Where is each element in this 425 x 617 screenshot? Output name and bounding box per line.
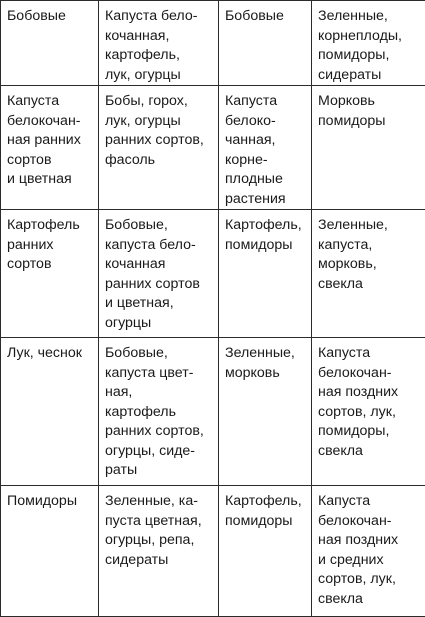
cell-text-line: белокочан- (7, 112, 98, 132)
cell-text-line: капуста, (318, 236, 425, 256)
cell-text-line: лук, огурцы (105, 112, 218, 132)
table-cell (312, 210, 425, 338)
cell-text-line: Помидоры (7, 492, 98, 512)
cell-text-line: белокочан- (318, 364, 425, 384)
cell-text-line: помидоры (225, 236, 311, 256)
cell-text-line: капуста бело- (105, 236, 218, 256)
cell-text-line: белокочан- (318, 512, 425, 532)
cell-text-line: Бобовые (225, 7, 311, 27)
cell-text-line: морковь (225, 364, 311, 384)
cell-text-line: Капуста (318, 344, 425, 364)
cell-text-line: кочанная, (105, 27, 218, 47)
cell-text-line: картофель (105, 403, 218, 423)
cell-text-line: кочанная (105, 255, 218, 275)
cell-text-line: свекла (318, 275, 425, 295)
cell-text-line: сортов (7, 255, 98, 275)
cell-text-line: картофель, (105, 46, 218, 66)
table-cell (99, 1, 219, 86)
cell-text-line: ранних сортов, (105, 422, 218, 442)
cell-text-line: Бобовые (7, 7, 98, 27)
cell-text-line: Бобовые, (105, 216, 218, 236)
cell-text-line: лук, огурцы (105, 66, 218, 86)
table-cell (1, 210, 99, 338)
cell-text-line: Зеленные, ка- (105, 492, 218, 512)
cell-text-line: ранних сортов (105, 275, 218, 295)
cell-text-line: корне- (225, 151, 311, 171)
table-cell (219, 338, 312, 486)
cell-text-line: Зеленные, (318, 216, 425, 236)
cell-text-line: пуста цветная, (105, 512, 218, 532)
cell-text-line: свекла (318, 442, 425, 462)
table-cell (1, 338, 99, 486)
cell-text-line: Зеленные, (225, 344, 311, 364)
cell-text-line: Картофель, (225, 216, 311, 236)
cell-text-line: Капуста (7, 92, 98, 112)
cell-text-line: помидоры (225, 512, 311, 532)
cell-text-line: помидоры (318, 112, 425, 132)
table-row (1, 86, 425, 210)
table-cell (312, 1, 425, 86)
cell-text-line: сортов (7, 151, 98, 171)
table-cell (1, 486, 99, 617)
cell-text-line: Лук, чеснок (7, 344, 98, 364)
cell-text-line: и средних (318, 551, 425, 571)
cell-text-line: Зеленные, (318, 7, 425, 27)
cell-text-line: ная, (105, 383, 218, 403)
cell-text-line: капуста цвет- (105, 364, 218, 384)
cell-text-line: огурцы, репа, (105, 531, 218, 551)
cell-text-line: Капуста (225, 92, 311, 112)
table-cell (312, 86, 425, 210)
table-cell (99, 86, 219, 210)
cell-text-line: и цветная, (105, 294, 218, 314)
table-cell (312, 338, 425, 486)
cell-text-line: ранних (7, 236, 98, 256)
cell-text-line: помидоры, (318, 422, 425, 442)
cell-text-line: раты (105, 461, 218, 481)
cell-text-line: сидераты (105, 551, 218, 571)
cell-text-line: сидераты (318, 66, 425, 86)
table-row (1, 338, 425, 486)
cell-text-line: морковь, (318, 255, 425, 275)
cell-text-line: корнеплоды, (318, 27, 425, 47)
cell-text-line: фасоль (105, 151, 218, 171)
cell-text-line: свекла (318, 590, 425, 610)
table-cell (312, 486, 425, 617)
table-cell (219, 486, 312, 617)
cell-text-line: ная ранних (7, 131, 98, 151)
table-cell (219, 210, 312, 338)
table-row (1, 1, 425, 86)
cell-text-line: Бобы, горох, (105, 92, 218, 112)
table-cell (99, 338, 219, 486)
table-cell (99, 486, 219, 617)
cell-text-line: растения (225, 190, 311, 210)
cell-text-line: Картофель, (225, 492, 311, 512)
table-cell (99, 210, 219, 338)
cell-text-line: Капуста (318, 492, 425, 512)
cell-text-line: сортов, лук, (318, 403, 425, 423)
table-row (1, 210, 425, 338)
cell-text-line: Морковь (318, 92, 425, 112)
table-cell (219, 1, 312, 86)
cell-text-line: белоко- (225, 112, 311, 132)
cell-text-line: ная поздних (318, 383, 425, 403)
table-cell (1, 1, 99, 86)
cell-text-line: и цветная (7, 170, 98, 190)
cell-text-line: огурцы, сиде- (105, 442, 218, 462)
cell-text-line: Бобовые, (105, 344, 218, 364)
cell-text-line: Капуста бело- (105, 7, 218, 27)
table-cell (219, 86, 312, 210)
cell-text-line: ранних сортов, (105, 131, 218, 151)
cell-text-line: ная поздних (318, 531, 425, 551)
table-row (1, 486, 425, 617)
cell-text-line: огурцы (105, 314, 218, 334)
table-cell (1, 86, 99, 210)
cell-text-line: чанная, (225, 131, 311, 151)
cell-text-line: помидоры, (318, 46, 425, 66)
cell-text-line: плодные (225, 170, 311, 190)
cell-text-line: Картофель (7, 216, 98, 236)
cell-text-line: сортов, лук, (318, 570, 425, 590)
